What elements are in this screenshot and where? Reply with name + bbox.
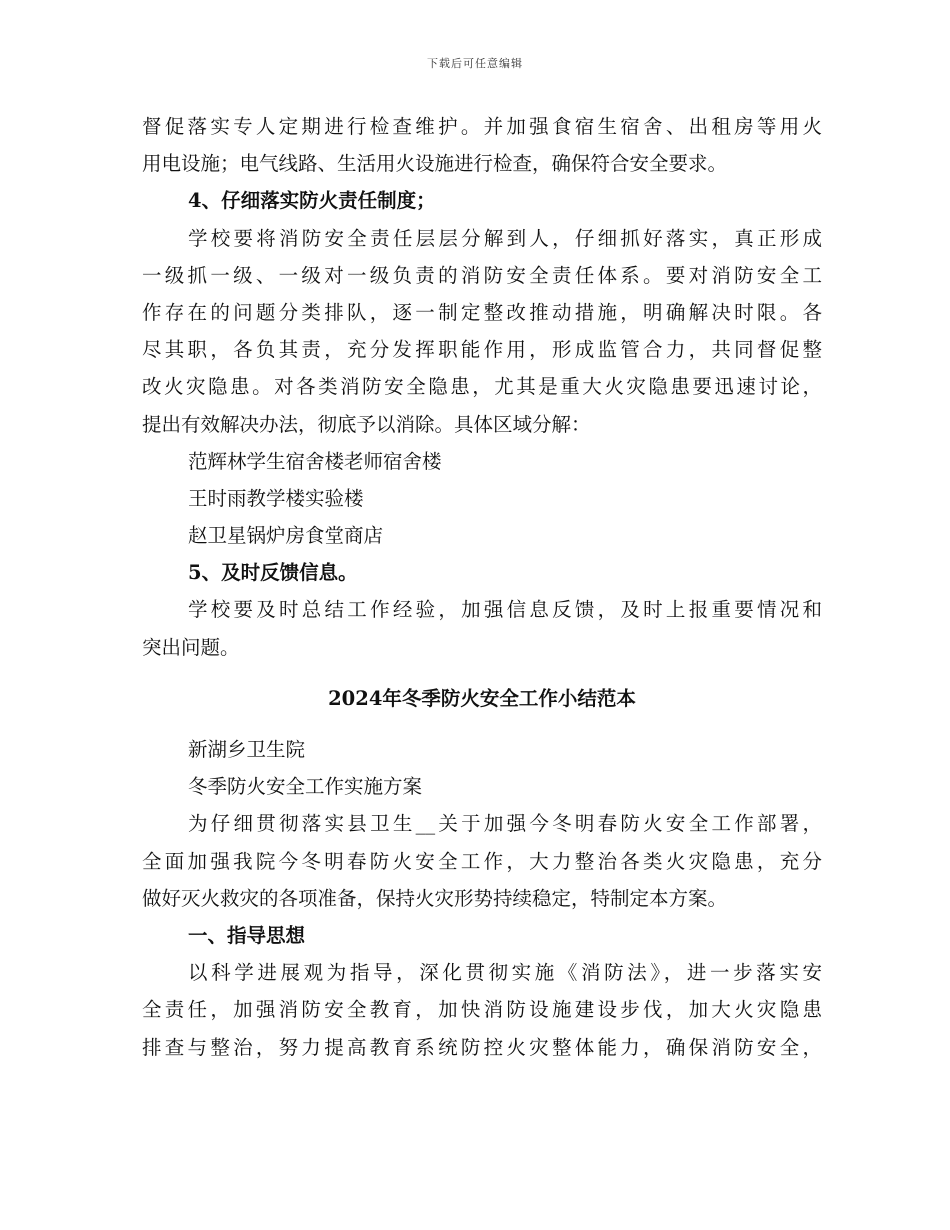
area-assignment: 范辉林学生宿舍楼老师宿舍楼 bbox=[188, 449, 442, 473]
body-line: 作存在的问题分类排队，逐一制定整改推动措施，明确解决时限。各 bbox=[142, 300, 822, 324]
page-header: 下载后可任意编辑 bbox=[427, 57, 523, 70]
body-line: 为仔细贯彻落实县卫生__关于加强今冬明春防火安全工作部署， bbox=[188, 812, 822, 836]
area-assignment: 王时雨教学楼实验楼 bbox=[188, 486, 364, 510]
section-heading: 一、指导思想 bbox=[188, 923, 306, 947]
section-heading: 4、仔细落实防火责任制度； bbox=[188, 189, 436, 213]
plan-subtitle: 冬季防火安全工作实施方案 bbox=[188, 775, 423, 799]
body-line: 一级抓一级、一级对一级负责的消防安全责任体系。要对消防安全工 bbox=[142, 263, 822, 287]
body-line: 排查与整治，努力提高教育系统防控火灾整体能力，确保消防安全， bbox=[142, 1035, 822, 1059]
body-line: 全责任，加强消防安全教育，加快消防设施建设步伐，加大火灾隐患 bbox=[142, 998, 822, 1022]
organization-name: 新湖乡卫生院 bbox=[188, 738, 306, 761]
body-line: 尽其职，各负其责，充分发挥职能作用，形成监管合力，共同督促整 bbox=[142, 338, 822, 362]
body-line: 提出有效解决办法，彻底予以消除。具体区域分解： bbox=[142, 412, 591, 436]
document-title: 2024年冬季防火安全工作小结范本 bbox=[328, 686, 636, 710]
body-line: 用电设施；电气线路、生活用火设施进行检查，确保符合安全要求。 bbox=[142, 152, 728, 176]
body-line: 学校要将消防安全责任层层分解到人，仔细抓好落实，真正形成 bbox=[188, 226, 822, 250]
document-body bbox=[142, 108, 822, 1066]
body-line: 督促落实专人定期进行检查维护。并加强食宿生宿舍、出租房等用火 bbox=[142, 115, 822, 138]
body-line: 全面加强我院今冬明春防火安全工作，大力整治各类火灾隐患，充分 bbox=[142, 849, 822, 873]
body-line: 改火灾隐患。对各类消防安全隐患，尤其是重大火灾隐患要迅速讨论， bbox=[142, 375, 822, 399]
body-line: 以科学进展观为指导，深化贯彻实施《消防法》，进一步落实安 bbox=[188, 961, 822, 985]
body-line: 学校要及时总结工作经验，加强信息反馈，及时上报重要情况和 bbox=[188, 598, 822, 622]
body-line: 突出问题。 bbox=[142, 635, 240, 659]
body-line: 做好灭火救灾的各项准备，保持火灾形势持续稳定，特制定本方案。 bbox=[142, 886, 728, 910]
section-heading: 5、及时反馈信息。 bbox=[188, 561, 358, 585]
area-assignment: 赵卫星锅炉房食堂商店 bbox=[188, 524, 384, 548]
